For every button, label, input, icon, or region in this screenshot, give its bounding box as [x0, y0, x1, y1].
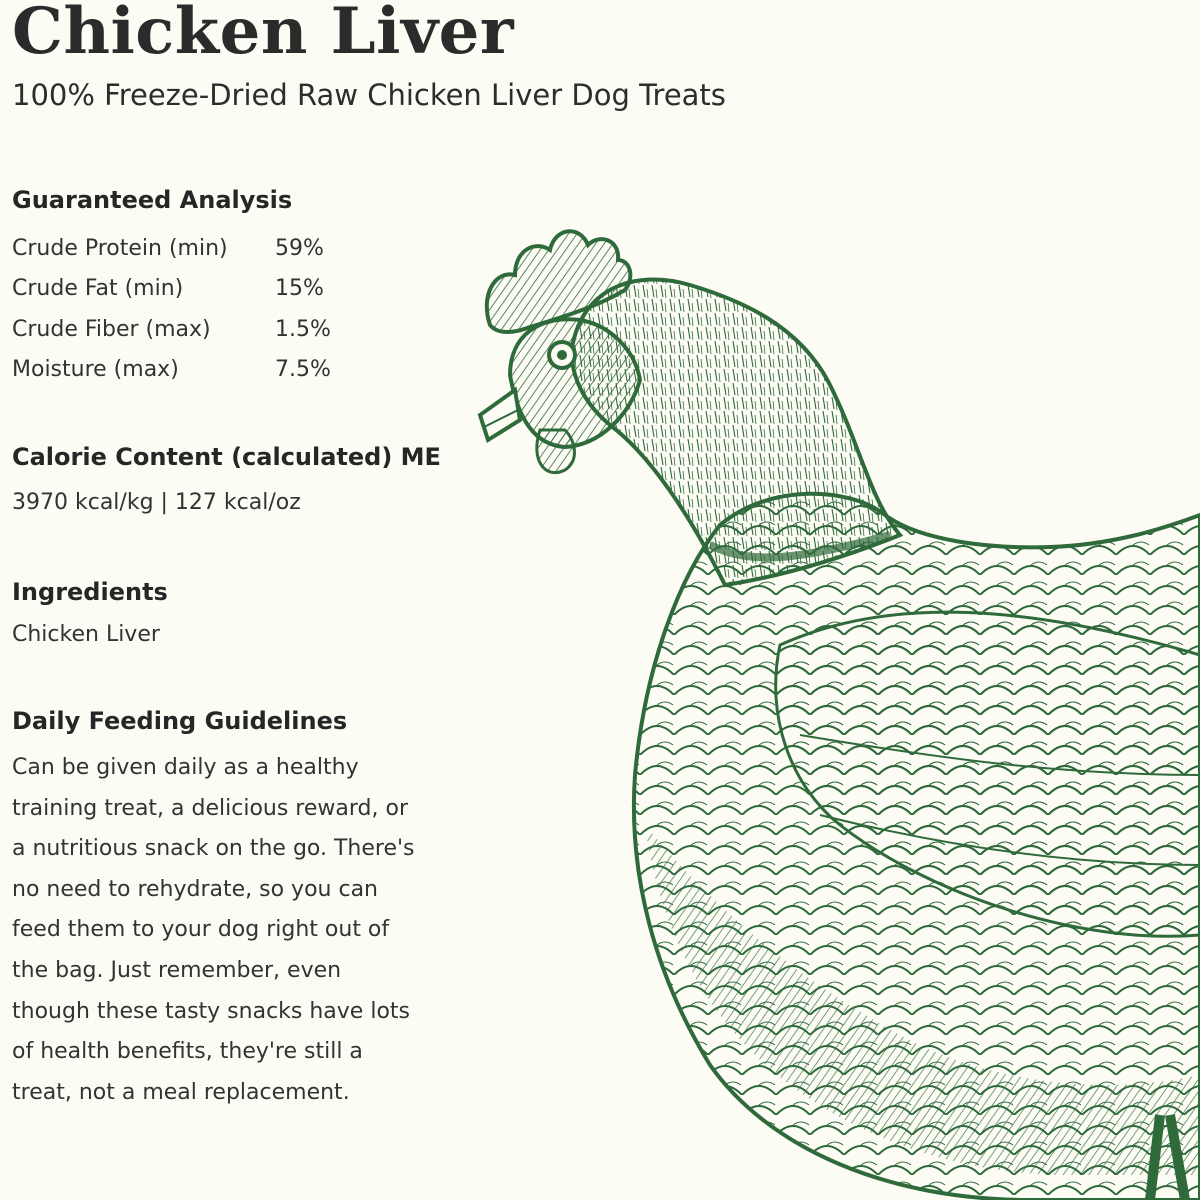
feeding-guidelines-text	[12, 748, 422, 1113]
nutrient-name: Crude Protein (min)	[12, 235, 228, 261]
nutrient-name: Crude Fat (min)	[12, 276, 184, 302]
feeding-line: training treat, a delicious reward, or	[12, 795, 408, 821]
guaranteed-analysis-table	[12, 228, 412, 390]
feeding-line: Can be given daily as a healthy	[12, 755, 359, 780]
feeding-guidelines-heading: Daily Feeding Guidelines	[12, 707, 348, 735]
table-row	[12, 228, 412, 269]
table-row	[12, 350, 412, 391]
nutrient-value: 15%	[275, 276, 324, 302]
feeding-line: feed them to your dog right out of	[12, 917, 390, 943]
product-subtitle: 100% Freeze-Dried Raw Chicken Liver Dog Treats	[12, 78, 726, 112]
table-row	[12, 269, 412, 310]
calorie-content-value: 3970 kcal/kg | 127 kcal/oz	[12, 490, 301, 515]
product-title: Chicken Liver	[12, 0, 515, 69]
hen-illustration-icon	[470, 215, 1200, 1200]
nutrient-name: Crude Fiber (max)	[12, 316, 211, 342]
guaranteed-analysis-heading: Guaranteed Analysis	[12, 186, 293, 214]
nutrient-value: 1.5%	[275, 316, 331, 342]
feeding-line: of health benefits, they're still a	[12, 1039, 363, 1065]
feeding-line: a nutritious snack on the go. There's	[12, 836, 415, 862]
feeding-line: no need to rehydrate, so you can	[12, 876, 378, 902]
ingredients-heading: Ingredients	[12, 578, 168, 606]
calorie-content-heading: Calorie Content (calculated) ME	[12, 443, 441, 471]
table-row	[12, 309, 412, 350]
feeding-line: the bag. Just remember, even	[12, 957, 342, 983]
ingredients-value: Chicken Liver	[12, 622, 160, 647]
feeding-line: treat, not a meal replacement.	[12, 1079, 350, 1105]
nutrient-value: 59%	[275, 235, 324, 261]
feeding-line: though these tasty snacks have lots	[12, 998, 410, 1024]
nutrient-value: 7.5%	[275, 357, 331, 383]
nutrient-name: Moisture (max)	[12, 357, 179, 383]
